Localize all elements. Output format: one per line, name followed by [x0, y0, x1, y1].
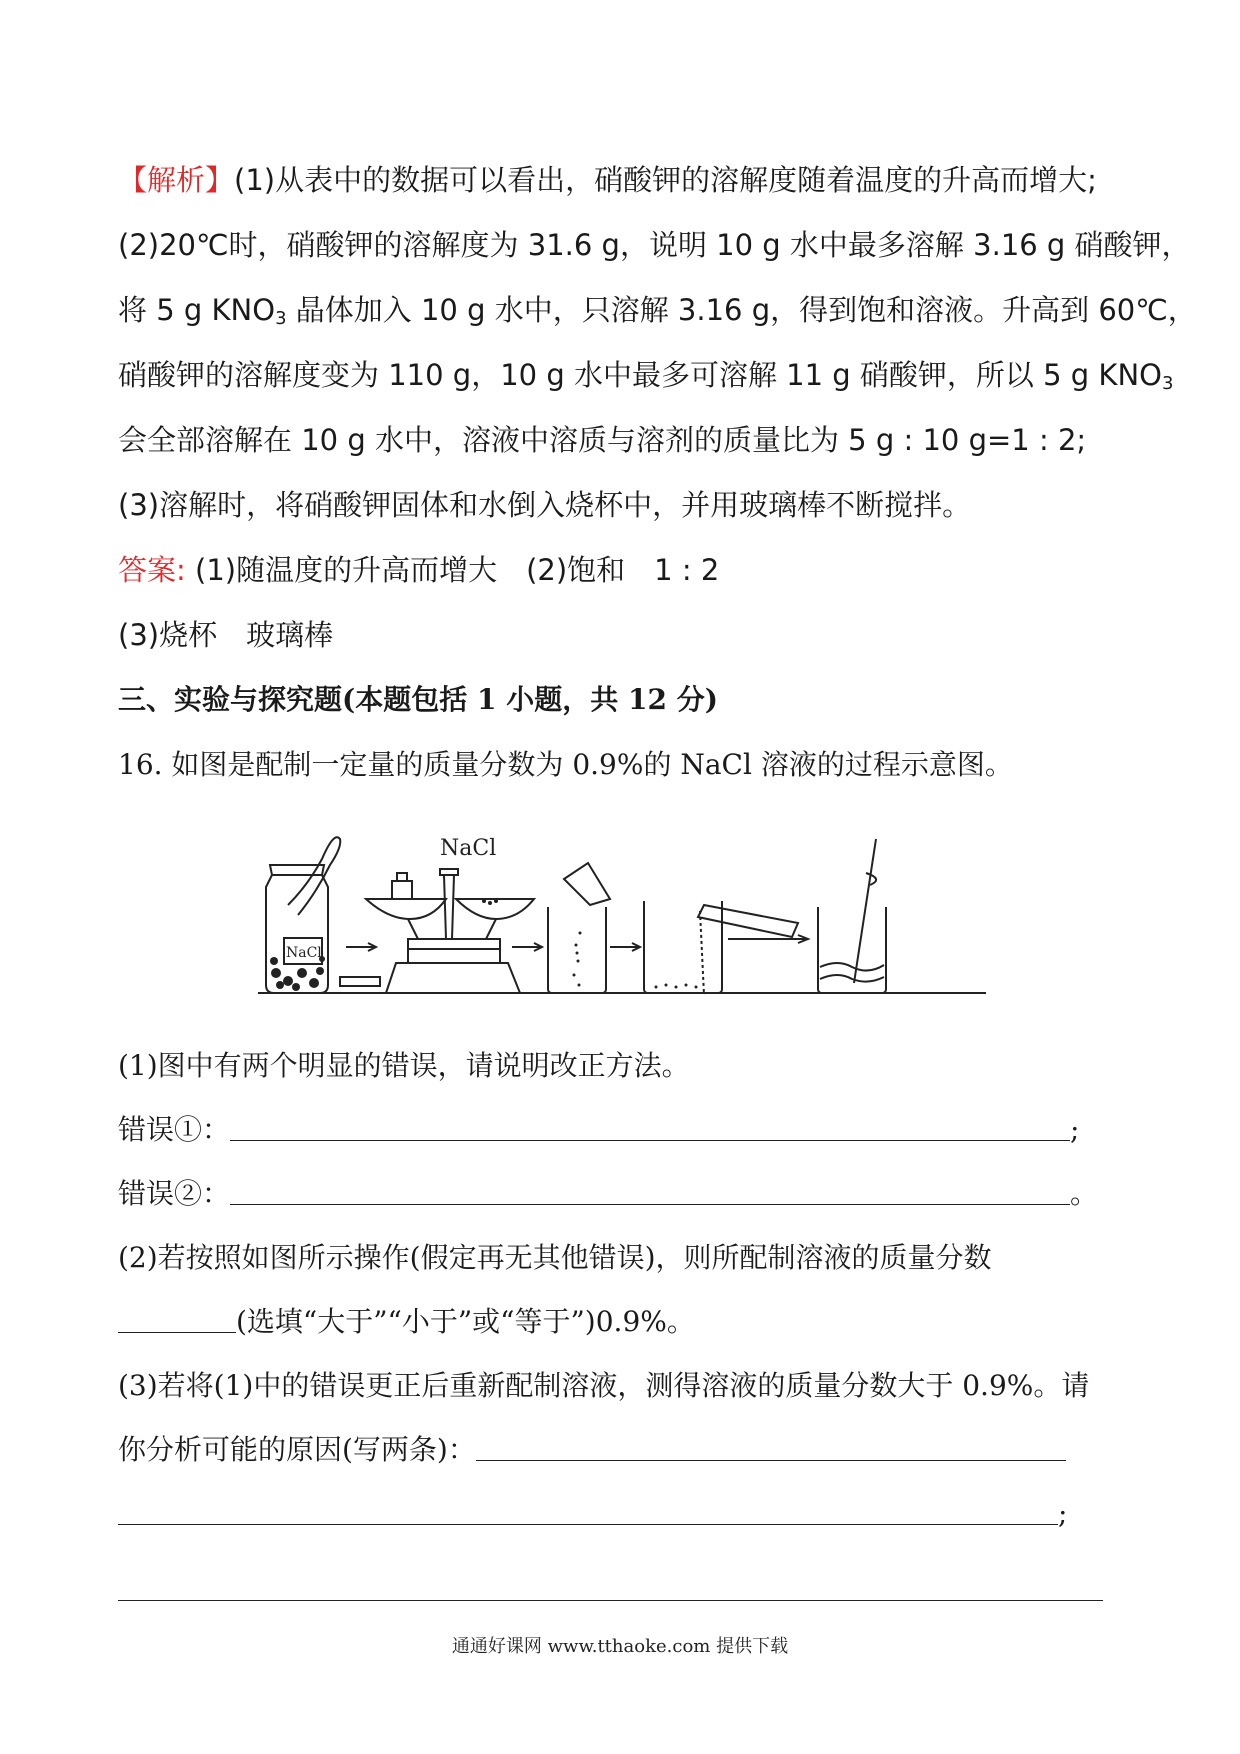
analysis-text-3a: 将 5 g KNO — [118, 293, 276, 327]
nacl-particles — [270, 899, 698, 991]
balance-pan-left — [366, 899, 446, 919]
part-2-blank[interactable] — [118, 1306, 236, 1333]
part-2-line-2 — [118, 1300, 1130, 1344]
part-2-line-1: (2)若按照如图所示操作(假定再无其他错误)，则所配制溶液的质量分数 — [118, 1241, 992, 1274]
error-2-label: 错误②： — [118, 1177, 231, 1210]
answer-line-2: (3)烧杯 玻璃棒 — [118, 618, 334, 652]
error-2-end: 。 — [1070, 1177, 1099, 1210]
analysis-line-2: (2)20℃时，硝酸钾的溶解度为 31.6 g，说明 10 g 水中最多溶解 3.16 g 硝酸钾， — [118, 228, 1191, 262]
part-3-end: ; — [1058, 1497, 1068, 1530]
part-3-text: 你分析可能的原因(写两条)： — [118, 1433, 476, 1466]
part-2-text: (选填“大于”“小于”或“等于”)0.9%。 — [236, 1305, 695, 1338]
weighing-paper — [564, 863, 610, 905]
beaker-2 — [644, 901, 722, 993]
error-1-row — [118, 1108, 1130, 1152]
analysis-line-5: 会全部溶解在 10 g 水中，溶液中溶质与溶剂的质量比为 5 g : 10 g=1 : 2; — [118, 423, 1087, 457]
analysis-tag: 【解析】 — [118, 163, 235, 197]
section-heading: 三、实验与探究题(本题包括 1 小题，共 12 分) — [118, 683, 718, 716]
beaker-1 — [548, 907, 606, 993]
analysis-line-3 — [118, 288, 1197, 341]
subscript: 3 — [1161, 373, 1174, 394]
part-3-line-2 — [118, 1428, 1130, 1472]
error-1-end: ; — [1070, 1113, 1080, 1146]
part-3-blank-2[interactable] — [118, 1498, 1058, 1525]
analysis-line-6: (3)溶解时，将硝酸钾固体和水倒入烧杯中，并用玻璃棒不断搅拌。 — [118, 488, 972, 522]
answer-text-1: (1)随温度的升高而增大 (2)饱和 1 : 2 — [185, 553, 720, 587]
error-1-blank[interactable] — [230, 1114, 1070, 1141]
analysis-line-4 — [118, 353, 1174, 406]
analysis-text-4a: 硝酸钾的溶解度变为 110 g，10 g 水中最多可溶解 11 g 硝酸钾，所以 5 g KNO — [118, 358, 1162, 392]
graduated-cylinder — [698, 905, 798, 937]
page-footer: 通通好课网 www.tthaoke.com 提供下载 — [451, 1636, 789, 1657]
part-3-blank-3[interactable] — [118, 1600, 1103, 1601]
nacl-label-top: NaCl — [440, 836, 497, 861]
glass-rod — [854, 839, 876, 983]
subscript: 3 — [275, 308, 287, 329]
question-stem: 16. 如图是配制一定量的质量分数为 0.9%的 NaCl 溶液的过程示意图。 — [118, 748, 1013, 781]
part-3-line-3 — [118, 1492, 1130, 1536]
error-2-blank[interactable] — [230, 1178, 1070, 1205]
part-1: (1)图中有两个明显的错误，请说明改正方法。 — [118, 1049, 690, 1082]
analysis-text-1: (1)从表中的数据可以看出，硝酸钾的溶解度随着温度的升高而增大; — [234, 163, 1097, 197]
balance-pointer — [444, 875, 454, 939]
weight — [392, 881, 412, 899]
answer-line-1 — [118, 548, 1130, 592]
balance-base — [386, 963, 520, 993]
experiment-figure — [258, 835, 988, 1005]
analysis-text-3b: 晶体加入 10 g 水中，只溶解 3.16 g，得到饱和溶液。升高到 60℃， — [286, 293, 1197, 327]
error-1-label: 错误①： — [118, 1113, 231, 1146]
part-3-blank-1[interactable] — [476, 1434, 1066, 1461]
jar-lid — [340, 977, 380, 986]
answer-tag: 答案: — [118, 553, 186, 587]
error-2-row — [118, 1172, 1130, 1216]
part-3-line-1: (3)若将(1)中的错误更正后重新配制溶液，测得溶液的质量分数大于 0.9%。请 — [118, 1369, 1090, 1402]
analysis-line-1 — [118, 158, 1130, 202]
nacl-label-jar: NaCl — [286, 945, 322, 961]
